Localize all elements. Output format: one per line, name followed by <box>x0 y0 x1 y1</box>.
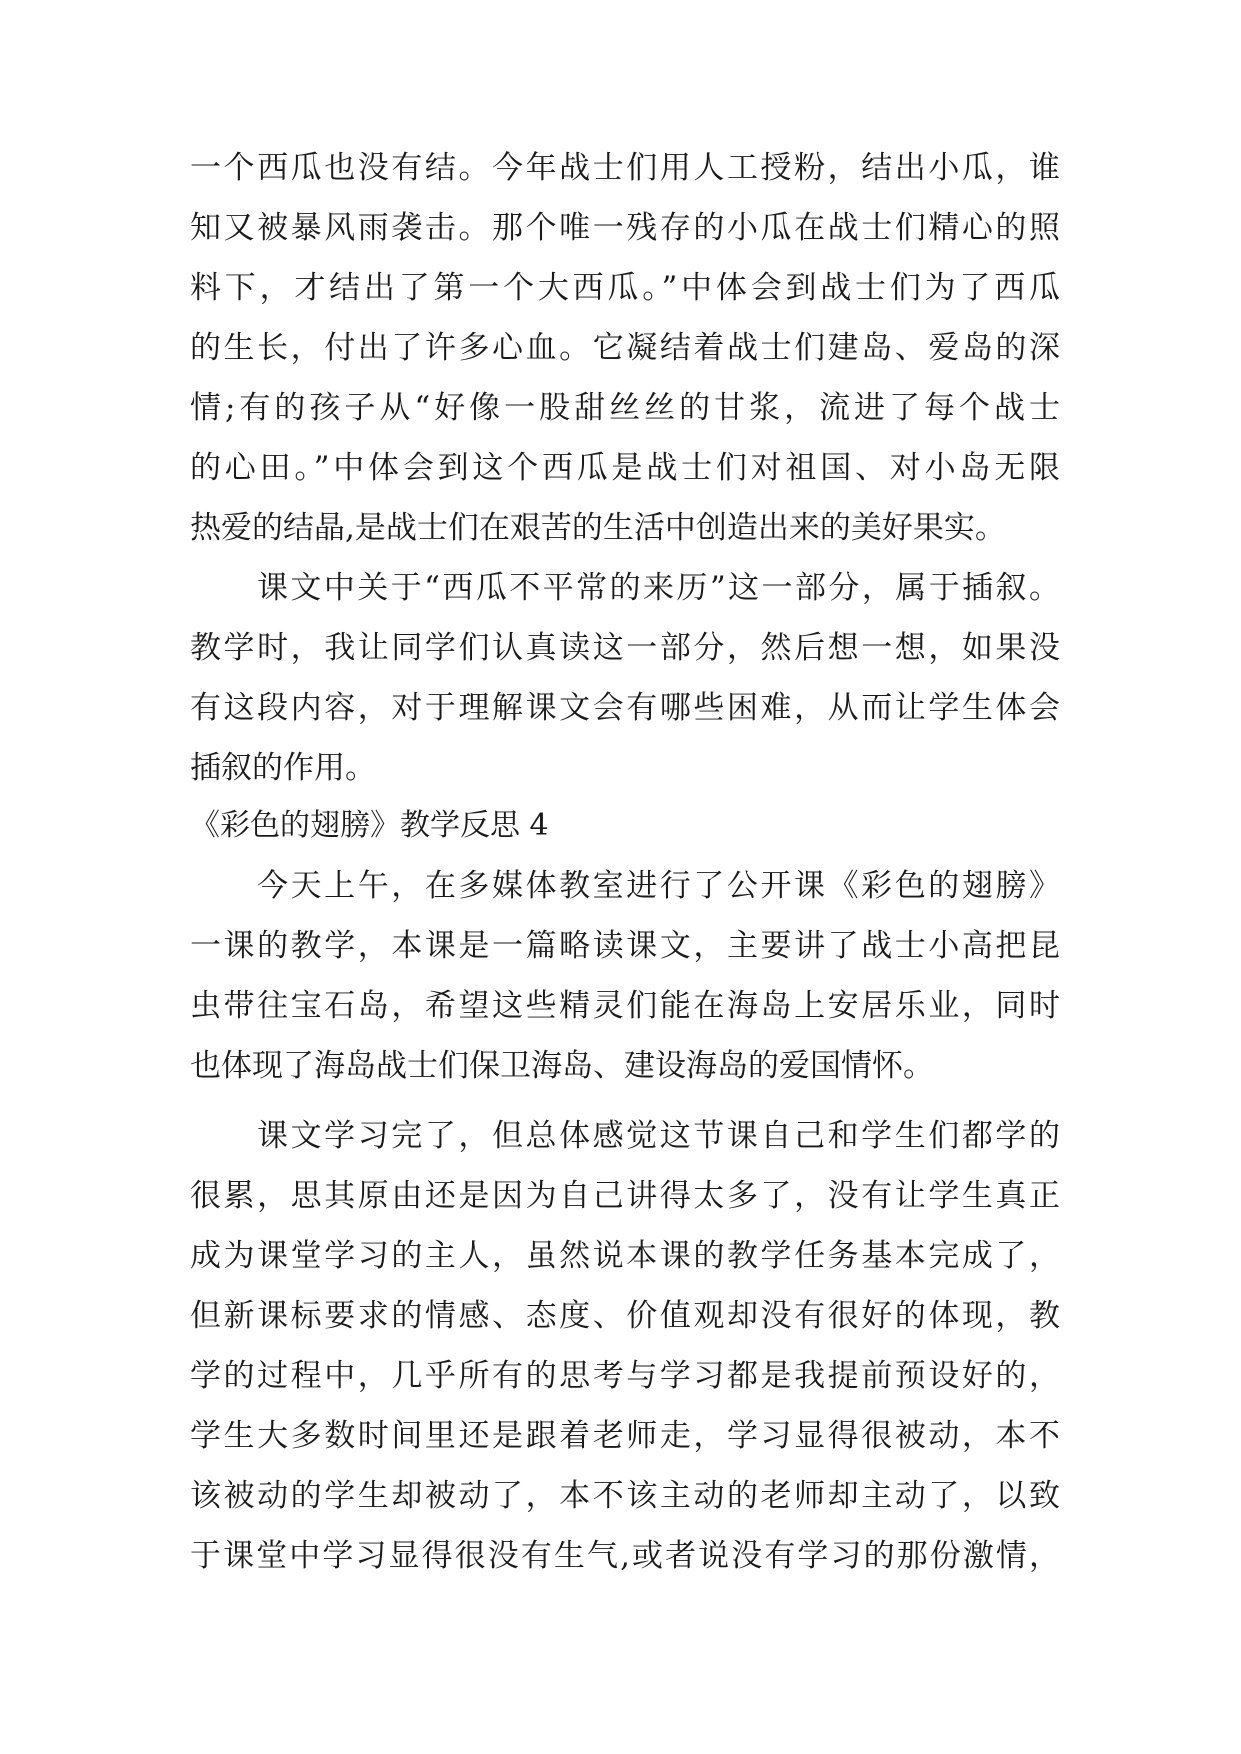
text-line: 知又被暴风雨袭击。那个唯一残存的小瓜在战士们精心的照 <box>190 210 1060 246</box>
paragraph-first-line: 今天上午，在多媒体教室进行了公开课《彩色的翅膀》 <box>257 868 1060 904</box>
text-line: 虫带往宝石岛，希望这些精灵们能在海岛上安居乐业，同时 <box>190 988 1060 1024</box>
text-line: 该被动的学生却被动了，本不该主动的老师却主动了，以致 <box>190 1478 1060 1514</box>
text-line: 教学时，我让同学们认真读这一部分，然后想一想，如果没 <box>190 630 1060 666</box>
text-line: 情;有的孩子从“好像一股甜丝丝的甘浆，流进了每个战士 <box>190 390 1060 426</box>
text-line: 插叙的作用。 <box>190 750 376 786</box>
text-line: 也体现了海岛战士们保卫海岛、建设海岛的爱国情怀。 <box>190 1048 934 1084</box>
text-line: 的生长，付出了许多心血。它凝结着战士们建岛、爱岛的深 <box>190 330 1060 366</box>
text-line: 料下，才结出了第一个大西瓜。”中体会到战士们为了西瓜 <box>190 270 1060 306</box>
text-line: 成为课堂学习的主人，虽然说本课的教学任务基本完成了， <box>190 1238 1060 1274</box>
text-line: 热爱的结晶,是战士们在艰苦的生活中创造出来的美好果实。 <box>190 510 1006 546</box>
paragraph-first-line: 课文学习完了，但总体感觉这节课自己和学生们都学的 <box>257 1118 1060 1154</box>
text-line: 于课堂中学习显得很没有生气,或者说没有学习的那份激情， <box>190 1538 1060 1574</box>
text-line: 有这段内容，对于理解课文会有哪些困难，从而让学生体会 <box>190 690 1060 726</box>
text-line: 一个西瓜也没有结。今年战士们用人工授粉，结出小瓜，谁 <box>190 150 1060 186</box>
text-line: 的心田。”中体会到这个西瓜是战士们对祖国、对小岛无限 <box>190 450 1060 486</box>
text-line: 一课的教学，本课是一篇略读课文，主要讲了战士小高把昆 <box>190 928 1060 964</box>
text-line: 学生大多数时间里还是跟着老师走，学习显得很被动，本不 <box>190 1418 1060 1454</box>
text-line: 但新课标要求的情感、态度、价值观却没有很好的体现，教 <box>190 1298 1060 1334</box>
section-heading: 《彩色的翅膀》教学反思 4 <box>190 808 549 843</box>
paragraph-first-line: 课文中关于“西瓜不平常的来历”这一部分，属于插叙。 <box>257 570 1060 606</box>
text-line: 很累，思其原由还是因为自己讲得太多了，没有让学生真正 <box>190 1178 1060 1214</box>
text-line: 学的过程中，几乎所有的思考与学习都是我提前预设好的， <box>190 1358 1060 1394</box>
